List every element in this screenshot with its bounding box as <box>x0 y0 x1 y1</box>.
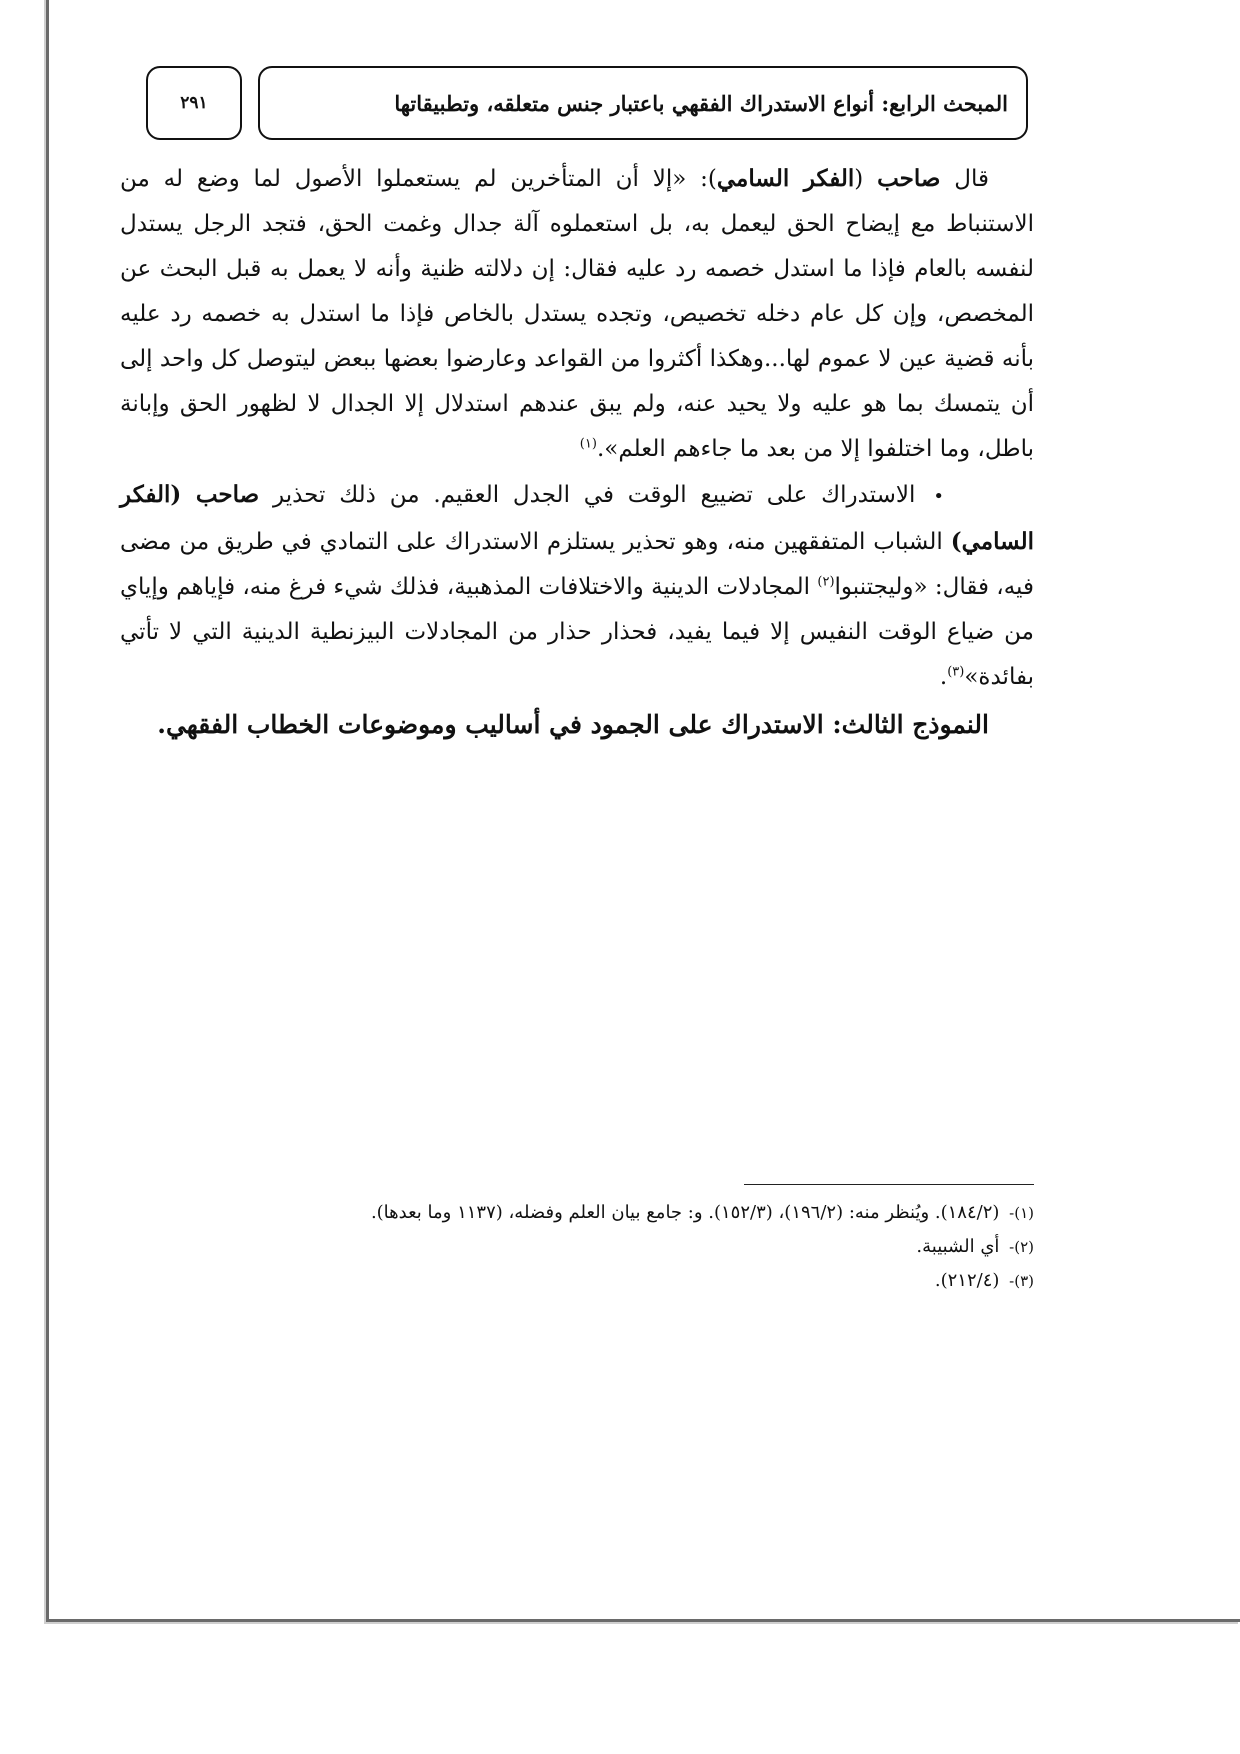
para1-paren: ( <box>854 166 878 192</box>
para1-bold-author: صاحب <box>877 165 941 192</box>
para2-bold-author: صاحب (الفكر السامي) <box>120 481 1034 555</box>
footnote-separator <box>744 1184 1034 1185</box>
paragraph-bullet <box>120 472 1034 700</box>
main-text <box>120 156 1034 750</box>
para1-text: ): «إلا أن المتأخرين لم يستعملوا الأصول لما وضع له من الاستنباط مع إيضاح الحق ليعمل به، بل استعملوه آلة جدال وغمت الحق، فتجد الرجل يستدل لنفسه بالعام فإذا ما استدل خصمه رد عليه فقال: إن دلالته ظنية وأنه لا يعمل به قبل البحث عن المخصص، وإن كل عام دخله تخصيص، وتجده يستدل بالخاص فإذا ما استدل به خصمه رد عليه بأنه قضية عين لا عموم لها...وهكذا أكثروا من القواعد وعارضوا بعضها ببعض ليتوصل كل واحد إلى أن يتمسك بما هو عليه ولا يحيد عنه، ولم يبق عندهم استدلال إلا الجدال لا لظهور الحق وإبانة باطل، وما اختلفوا إلا من بعد ما جاءهم العلم». <box>120 166 1034 462</box>
para2-text1: الاستدراك على تضييع الوقت في الجدل العقيم. من ذلك تحذير <box>259 482 916 508</box>
para2-end: . <box>939 664 948 690</box>
footnote-3 <box>120 1264 1034 1298</box>
footnote-mark: (١)- <box>1009 1204 1034 1222</box>
bullet-icon: • <box>933 486 945 507</box>
heading-text: الاستدراك على الجمود في أساليب وموضوعات الخطاب الفقهي. <box>157 710 824 739</box>
paragraph-quote <box>120 156 1034 472</box>
footnote-text: (٢١٢/٤). <box>934 1270 1000 1291</box>
footnote-text: أي الشبيبة. <box>916 1236 1000 1257</box>
section-heading <box>120 700 1034 750</box>
footnote-1 <box>120 1196 1034 1230</box>
heading-label: النموذج الثالث: <box>823 710 989 739</box>
running-header-title <box>258 66 1028 140</box>
footnote-ref-2[interactable]: (٢) <box>817 574 835 590</box>
para2-text2: الشباب المتفقهين منه، وهو تحذير يستلزم الاستدراك على التمادي في طريق من مضى فيه، فقال: «وليجتنبوا <box>120 529 1034 600</box>
page-number: ٢٩١ <box>180 93 208 113</box>
para1-bold-book: الفكر السامي <box>716 165 855 192</box>
footnote-2 <box>120 1230 1034 1264</box>
para2-text3: المجادلات الدينية والاختلافات المذهبية، فذلك شيء فرغ منه، فإياهم وإياي من ضياع الوقت النفيس إلا فيما يفيد، فحذار حذار من المجادلات البيزنطية الدينية التي لا تأتي بفائدة» <box>120 574 1034 690</box>
footnote-text: (١٨٤/٢). ويُنظر منه: (١٩٦/٢)، (١٥٢/٣). و: جامع بيان العلم وفضله، (١١٣٧ وما بعدها). <box>370 1202 1000 1223</box>
footnote-ref-3[interactable]: (٣) <box>947 664 965 680</box>
footnote-ref-1[interactable]: (١) <box>579 436 597 452</box>
page-number-box <box>146 66 242 140</box>
para1-prefix: قال <box>940 166 989 192</box>
footnote-mark: (٢)- <box>1009 1238 1034 1256</box>
header-title-text: المبحث الرابع: أنواع الاستدراك الفقهي باعتبار جنس متعلقه، وتطبيقاتها <box>394 90 1008 116</box>
footnotes <box>120 1196 1034 1298</box>
footnote-mark: (٣)- <box>1009 1272 1034 1290</box>
